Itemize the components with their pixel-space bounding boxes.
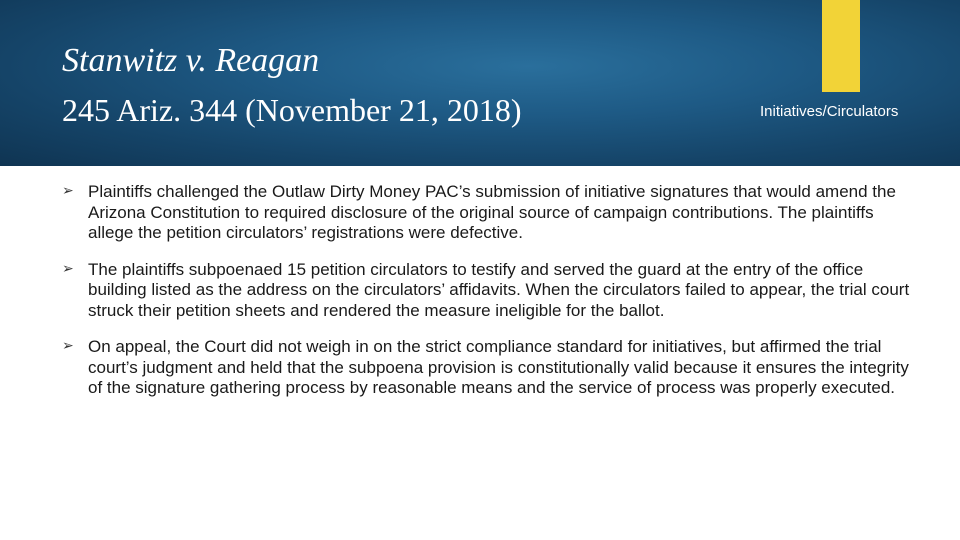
bullet-list <box>62 182 910 415</box>
bullet-item <box>62 182 910 244</box>
bullet-text: Plaintiffs challenged the Outlaw Dirty Money PAC’s submission of initiative signatures that would amend the Arizona Constitution to required disclosure of the original source of campaign contributions. The plaintiffs allege the petition circulators’ registrations were defective. <box>88 182 896 242</box>
arrow-bullet-icon: ➢ <box>62 183 74 199</box>
category-label: Initiatives/Circulators <box>760 103 899 120</box>
bullet-text: On appeal, the Court did not weigh in on the strict compliance standard for initiatives, but affirmed the trial court’s judgment and held that the subpoena provision is constitutionally valid because it ensures the integrity of the signature gathering process by reasonable means and the service of process was properly executed. <box>88 337 909 397</box>
accent-bar <box>822 0 860 92</box>
header-band <box>0 0 960 166</box>
arrow-bullet-icon: ➢ <box>62 338 74 354</box>
bullet-text: The plaintiffs subpoenaed 15 petition circulators to testify and served the guard at the entry of the office building listed as the address on the circulators’ affidavits. When the circulators failed to appear, the trial court struck their petition sheets and rendered the measure ineligible for the ballot. <box>88 259 910 320</box>
arrow-bullet-icon: ➢ <box>62 260 74 277</box>
bullet-item <box>62 260 910 322</box>
bullet-item <box>62 337 910 399</box>
case-title: Stanwitz v. Reagan <box>62 42 320 79</box>
case-citation: 245 Ariz. 344 (November 21, 2018) <box>62 92 522 128</box>
